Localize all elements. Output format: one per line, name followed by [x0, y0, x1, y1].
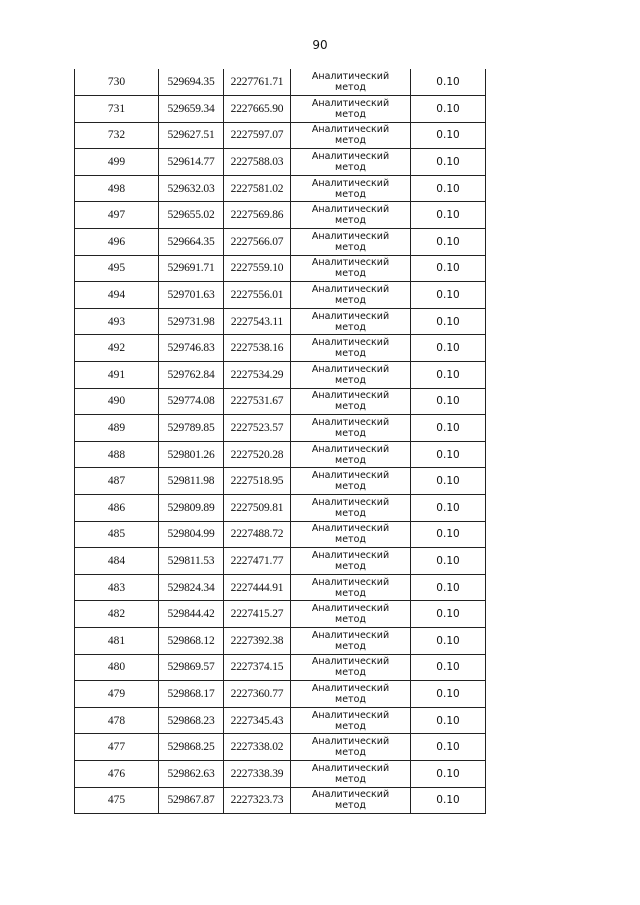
method-line-1: Аналитический [311, 337, 390, 349]
method-cell [291, 787, 411, 814]
accuracy-cell: 0.10 [411, 282, 486, 309]
method-line-2: метод [335, 268, 366, 280]
accuracy-cell: 0.10 [411, 229, 486, 256]
table-row [75, 175, 486, 202]
method-cell [291, 760, 411, 787]
point-number-cell: 479 [75, 681, 159, 708]
table-row [75, 122, 486, 149]
table-row [75, 548, 486, 575]
table-row [75, 707, 486, 734]
point-number-cell: 477 [75, 734, 159, 761]
method-cell [291, 654, 411, 681]
method-line-1: Аналитический [311, 629, 390, 641]
method-line-1: Аналитический [311, 230, 390, 242]
x-coordinate-cell: 529701.63 [159, 282, 224, 309]
accuracy-cell: 0.10 [411, 734, 486, 761]
y-coordinate-cell: 2227597.07 [224, 122, 291, 149]
method-line-2: метод [335, 587, 366, 599]
x-coordinate-cell: 529774.08 [159, 388, 224, 415]
x-coordinate-cell: 529614.77 [159, 149, 224, 176]
accuracy-cell: 0.10 [411, 96, 486, 123]
x-coordinate-cell: 529868.23 [159, 707, 224, 734]
x-coordinate-cell: 529811.98 [159, 468, 224, 495]
accuracy-cell: 0.10 [411, 548, 486, 575]
point-number-cell: 498 [75, 175, 159, 202]
point-number-cell: 484 [75, 548, 159, 575]
method-line-1: Аналитический [311, 124, 390, 136]
table-row [75, 468, 486, 495]
method-cell [291, 521, 411, 548]
method-line-1: Аналитический [311, 443, 390, 455]
method-line-2: метод [335, 693, 366, 705]
x-coordinate-cell: 529632.03 [159, 175, 224, 202]
method-line-1: Аналитический [311, 736, 390, 748]
method-cell [291, 601, 411, 628]
table-row [75, 335, 486, 362]
method-cell [291, 707, 411, 734]
y-coordinate-cell: 2227415.27 [224, 601, 291, 628]
y-coordinate-cell: 2227509.81 [224, 495, 291, 522]
accuracy-cell: 0.10 [411, 69, 486, 96]
method-line-2: метод [335, 773, 366, 785]
method-cell [291, 308, 411, 335]
accuracy-cell: 0.10 [411, 362, 486, 389]
method-cell [291, 229, 411, 256]
table-row [75, 69, 486, 96]
method-cell [291, 734, 411, 761]
point-number-cell: 476 [75, 760, 159, 787]
x-coordinate-cell: 529694.35 [159, 69, 224, 96]
y-coordinate-cell: 2227520.28 [224, 441, 291, 468]
table-row [75, 229, 486, 256]
y-coordinate-cell: 2227338.02 [224, 734, 291, 761]
method-line-2: метод [335, 800, 366, 812]
x-coordinate-cell: 529762.84 [159, 362, 224, 389]
method-cell [291, 282, 411, 309]
method-line-2: метод [335, 428, 366, 440]
x-coordinate-cell: 529824.34 [159, 574, 224, 601]
y-coordinate-cell: 2227556.01 [224, 282, 291, 309]
point-number-cell: 493 [75, 308, 159, 335]
point-number-cell: 485 [75, 521, 159, 548]
page-number: 90 [312, 38, 328, 52]
y-coordinate-cell: 2227761.71 [224, 69, 291, 96]
method-line-2: метод [335, 215, 366, 227]
y-coordinate-cell: 2227531.67 [224, 388, 291, 415]
method-line-2: метод [335, 507, 366, 519]
method-line-2: метод [335, 295, 366, 307]
method-line-2: метод [335, 162, 366, 174]
y-coordinate-cell: 2227543.11 [224, 308, 291, 335]
coordinates-table-body [75, 69, 486, 814]
x-coordinate-cell: 529801.26 [159, 441, 224, 468]
method-line-2: метод [335, 614, 366, 626]
x-coordinate-cell: 529811.53 [159, 548, 224, 575]
method-cell [291, 362, 411, 389]
accuracy-cell: 0.10 [411, 495, 486, 522]
x-coordinate-cell: 529868.12 [159, 627, 224, 654]
y-coordinate-cell: 2227559.10 [224, 255, 291, 282]
x-coordinate-cell: 529746.83 [159, 335, 224, 362]
accuracy-cell: 0.10 [411, 787, 486, 814]
method-line-2: метод [335, 481, 366, 493]
accuracy-cell: 0.10 [411, 388, 486, 415]
y-coordinate-cell: 2227338.39 [224, 760, 291, 787]
point-number-cell: 499 [75, 149, 159, 176]
accuracy-cell: 0.10 [411, 627, 486, 654]
method-line-1: Аналитический [311, 417, 390, 429]
method-line-2: метод [335, 241, 366, 253]
accuracy-cell: 0.10 [411, 202, 486, 229]
point-number-cell: 489 [75, 415, 159, 442]
x-coordinate-cell: 529868.17 [159, 681, 224, 708]
accuracy-cell: 0.10 [411, 175, 486, 202]
y-coordinate-cell: 2227471.77 [224, 548, 291, 575]
method-line-2: метод [335, 454, 366, 466]
x-coordinate-cell: 529627.51 [159, 122, 224, 149]
method-line-2: метод [335, 667, 366, 679]
method-line-2: метод [335, 321, 366, 333]
point-number-cell: 481 [75, 627, 159, 654]
accuracy-cell: 0.10 [411, 335, 486, 362]
x-coordinate-cell: 529659.34 [159, 96, 224, 123]
method-line-1: Аналитический [311, 656, 390, 668]
accuracy-cell: 0.10 [411, 308, 486, 335]
method-line-1: Аналитический [311, 204, 390, 216]
method-cell [291, 175, 411, 202]
point-number-cell: 478 [75, 707, 159, 734]
method-cell [291, 69, 411, 96]
method-line-2: метод [335, 720, 366, 732]
x-coordinate-cell: 529804.99 [159, 521, 224, 548]
table-row [75, 681, 486, 708]
point-number-cell: 487 [75, 468, 159, 495]
method-cell [291, 335, 411, 362]
x-coordinate-cell: 529869.57 [159, 654, 224, 681]
method-line-2: метод [335, 640, 366, 652]
method-line-1: Аналитический [311, 709, 390, 721]
y-coordinate-cell: 2227392.38 [224, 627, 291, 654]
table-row [75, 654, 486, 681]
table-row [75, 415, 486, 442]
method-cell [291, 495, 411, 522]
accuracy-cell: 0.10 [411, 468, 486, 495]
accuracy-cell: 0.10 [411, 601, 486, 628]
point-number-cell: 482 [75, 601, 159, 628]
table-row [75, 308, 486, 335]
method-line-2: метод [335, 560, 366, 572]
y-coordinate-cell: 2227523.57 [224, 415, 291, 442]
point-number-cell: 488 [75, 441, 159, 468]
method-line-1: Аналитический [311, 682, 390, 694]
y-coordinate-cell: 2227323.73 [224, 787, 291, 814]
point-number-cell: 492 [75, 335, 159, 362]
y-coordinate-cell: 2227444.91 [224, 574, 291, 601]
y-coordinate-cell: 2227538.16 [224, 335, 291, 362]
table-row [75, 521, 486, 548]
accuracy-cell: 0.10 [411, 122, 486, 149]
point-number-cell: 731 [75, 96, 159, 123]
x-coordinate-cell: 529809.89 [159, 495, 224, 522]
x-coordinate-cell: 529789.85 [159, 415, 224, 442]
table-row [75, 627, 486, 654]
x-coordinate-cell: 529862.63 [159, 760, 224, 787]
method-line-2: метод [335, 401, 366, 413]
method-line-1: Аналитический [311, 523, 390, 535]
method-line-2: метод [335, 374, 366, 386]
point-number-cell: 496 [75, 229, 159, 256]
method-line-1: Аналитический [311, 310, 390, 322]
table-row [75, 441, 486, 468]
table-row [75, 149, 486, 176]
y-coordinate-cell: 2227566.07 [224, 229, 291, 256]
x-coordinate-cell: 529731.98 [159, 308, 224, 335]
point-number-cell: 491 [75, 362, 159, 389]
y-coordinate-cell: 2227374.15 [224, 654, 291, 681]
table-row [75, 388, 486, 415]
point-number-cell: 497 [75, 202, 159, 229]
coordinates-table [74, 69, 486, 814]
method-line-1: Аналитический [311, 177, 390, 189]
method-line-1: Аналитический [311, 151, 390, 163]
method-line-2: метод [335, 188, 366, 200]
table-row [75, 202, 486, 229]
accuracy-cell: 0.10 [411, 255, 486, 282]
point-number-cell: 486 [75, 495, 159, 522]
method-line-1: Аналитический [311, 97, 390, 109]
method-cell [291, 149, 411, 176]
method-line-2: метод [335, 534, 366, 546]
table-row [75, 787, 486, 814]
point-number-cell: 732 [75, 122, 159, 149]
table-row [75, 601, 486, 628]
method-cell [291, 627, 411, 654]
table-row [75, 760, 486, 787]
point-number-cell: 495 [75, 255, 159, 282]
method-cell [291, 574, 411, 601]
y-coordinate-cell: 2227581.02 [224, 175, 291, 202]
accuracy-cell: 0.10 [411, 707, 486, 734]
y-coordinate-cell: 2227488.72 [224, 521, 291, 548]
method-line-2: метод [335, 135, 366, 147]
accuracy-cell: 0.10 [411, 521, 486, 548]
method-line-1: Аналитический [311, 390, 390, 402]
method-cell [291, 388, 411, 415]
method-cell [291, 548, 411, 575]
table-row [75, 96, 486, 123]
x-coordinate-cell: 529664.35 [159, 229, 224, 256]
method-cell [291, 681, 411, 708]
y-coordinate-cell: 2227665.90 [224, 96, 291, 123]
point-number-cell: 483 [75, 574, 159, 601]
accuracy-cell: 0.10 [411, 149, 486, 176]
method-line-1: Аналитический [311, 789, 390, 801]
method-cell [291, 255, 411, 282]
table-row [75, 362, 486, 389]
method-cell [291, 468, 411, 495]
y-coordinate-cell: 2227534.29 [224, 362, 291, 389]
table-row [75, 282, 486, 309]
method-line-1: Аналитический [311, 576, 390, 588]
y-coordinate-cell: 2227588.03 [224, 149, 291, 176]
table-row [75, 734, 486, 761]
method-line-1: Аналитический [311, 496, 390, 508]
method-line-1: Аналитический [311, 470, 390, 482]
method-cell [291, 122, 411, 149]
point-number-cell: 480 [75, 654, 159, 681]
accuracy-cell: 0.10 [411, 760, 486, 787]
accuracy-cell: 0.10 [411, 654, 486, 681]
point-number-cell: 475 [75, 787, 159, 814]
x-coordinate-cell: 529655.02 [159, 202, 224, 229]
method-cell [291, 415, 411, 442]
method-line-1: Аналитический [311, 71, 390, 83]
y-coordinate-cell: 2227360.77 [224, 681, 291, 708]
method-line-1: Аналитический [311, 603, 390, 615]
accuracy-cell: 0.10 [411, 681, 486, 708]
method-line-1: Аналитический [311, 549, 390, 561]
y-coordinate-cell: 2227518.95 [224, 468, 291, 495]
method-cell [291, 441, 411, 468]
table-row [75, 255, 486, 282]
method-line-1: Аналитический [311, 363, 390, 375]
method-line-2: метод [335, 747, 366, 759]
point-number-cell: 490 [75, 388, 159, 415]
method-line-2: метод [335, 82, 366, 94]
method-cell [291, 202, 411, 229]
method-cell [291, 96, 411, 123]
point-number-cell: 730 [75, 69, 159, 96]
x-coordinate-cell: 529844.42 [159, 601, 224, 628]
method-line-1: Аналитический [311, 257, 390, 269]
x-coordinate-cell: 529867.87 [159, 787, 224, 814]
y-coordinate-cell: 2227569.86 [224, 202, 291, 229]
y-coordinate-cell: 2227345.43 [224, 707, 291, 734]
accuracy-cell: 0.10 [411, 415, 486, 442]
accuracy-cell: 0.10 [411, 574, 486, 601]
table-row [75, 574, 486, 601]
point-number-cell: 494 [75, 282, 159, 309]
method-line-1: Аналитический [311, 284, 390, 296]
method-line-2: метод [335, 348, 366, 360]
x-coordinate-cell: 529691.71 [159, 255, 224, 282]
method-line-1: Аналитический [311, 762, 390, 774]
table-row [75, 495, 486, 522]
method-line-2: метод [335, 108, 366, 120]
x-coordinate-cell: 529868.25 [159, 734, 224, 761]
accuracy-cell: 0.10 [411, 441, 486, 468]
